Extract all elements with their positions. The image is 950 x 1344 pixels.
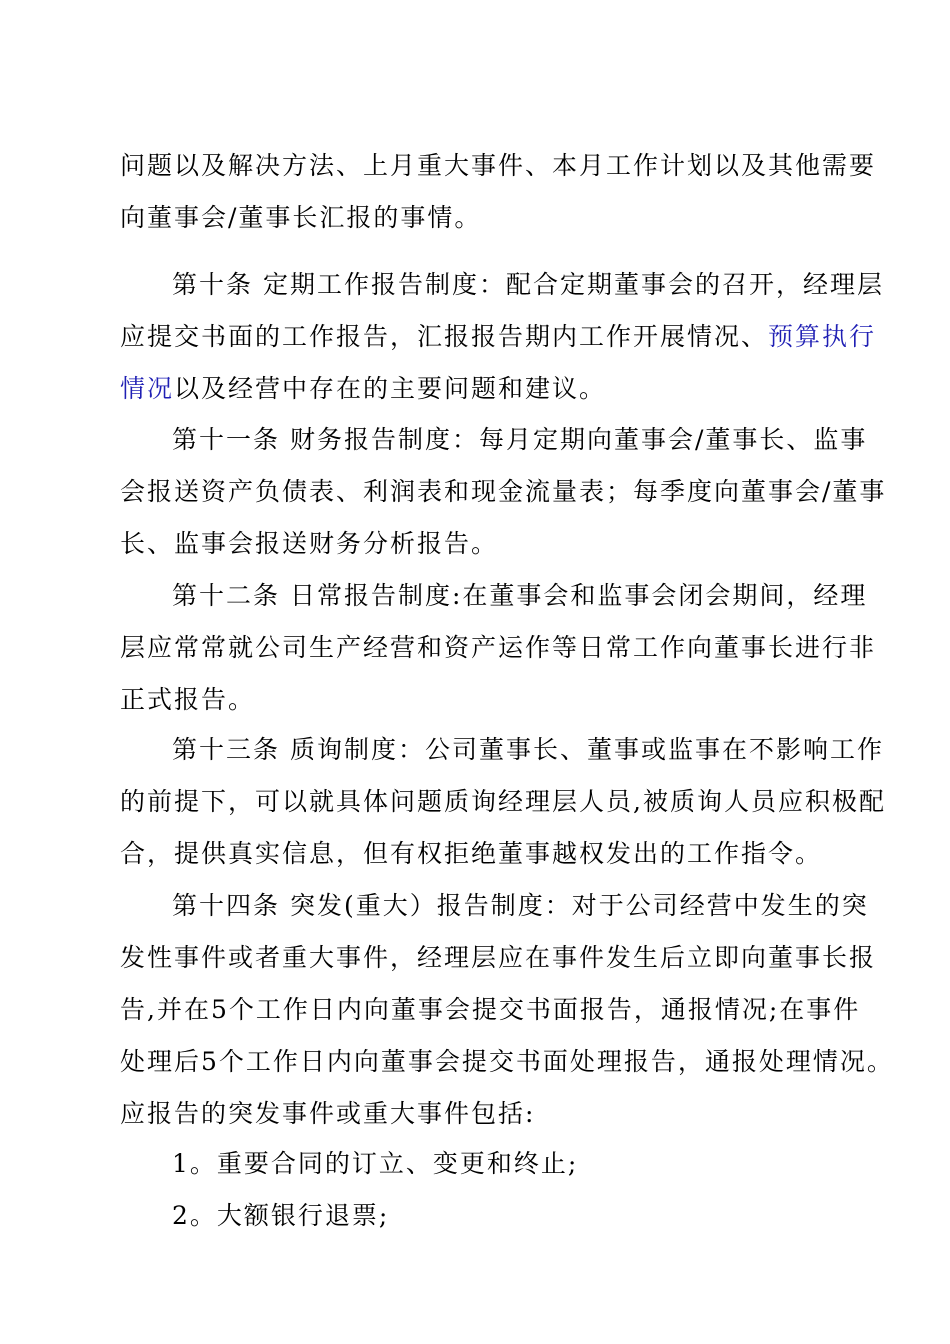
text-line: 第十一条 财务报告制度：每月定期向董事会/董事长、监事 [172, 425, 868, 454]
text-line: 第十二条 日常报告制度:在董事会和监事会闭会期间，经理 [172, 581, 868, 610]
text-line: 问题以及解决方法、上月重大事件、本月工作计划以及其他需要 [120, 151, 877, 180]
text-segment: 应提交书面的工作报告，汇报报告期内工作开展情况、 [120, 322, 769, 351]
text-line: 告,并在5个工作日内向董事会提交书面报告，通报情况;在事件 [120, 995, 861, 1024]
text-segment: 以及经营中存在的主要问题和建议。 [174, 374, 607, 403]
article-10-paragraph [120, 259, 884, 415]
article-12-paragraph [120, 570, 877, 726]
text-line: 第十条 定期工作报告制度：配合定期董事会的召开，经理层 [172, 270, 884, 299]
list-item: 1。重要合同的订立、变更和终止; [172, 1149, 579, 1178]
text-line: 长、监事会报送财务分析报告。 [120, 529, 499, 558]
text-line: 会报送资产负债表、利润表和现金流量表；每季度向董事会/董事 [120, 477, 887, 506]
text-line: 合，提供真实信息，但有权拒绝董事越权发出的工作指令。 [120, 839, 823, 868]
budget-execution-link-continued[interactable]: 情况 [120, 374, 175, 403]
text-line: 层应常常就公司生产经营和资产运作等日常工作向董事长进行非 [120, 633, 877, 662]
text-line: 处理后5个工作日内向董事会提交书面处理报告，通报处理情况。 [120, 1047, 894, 1076]
event-list [120, 1138, 850, 1242]
paragraph-continuation [120, 140, 877, 244]
text-line [120, 311, 877, 363]
text-line: 正式报告。 [120, 685, 256, 714]
article-13-paragraph [120, 724, 886, 880]
article-11-paragraph [120, 414, 887, 570]
text-line: 应报告的突发事件或重大事件包括: [120, 1099, 536, 1128]
list-item: 2。大额银行退票; [172, 1201, 390, 1230]
text-line: 第十四条 突发(重大）报告制度：对于公司经营中发生的突 [172, 891, 869, 920]
text-line: 的前提下，可以就具体问题质询经理层人员,被质询人员应积极配 [120, 787, 886, 816]
text-line: 向董事会/董事长汇报的事情。 [120, 203, 482, 232]
text-line [120, 363, 850, 415]
article-14-paragraph [120, 880, 894, 1140]
text-line: 发性事件或者重大事件，经理层应在事件发生后立即向董事长报 [120, 943, 877, 972]
text-line: 第十三条 质询制度：公司董事长、董事或监事在不影响工作 [172, 735, 884, 764]
budget-execution-link[interactable]: 预算执行 [768, 322, 877, 351]
